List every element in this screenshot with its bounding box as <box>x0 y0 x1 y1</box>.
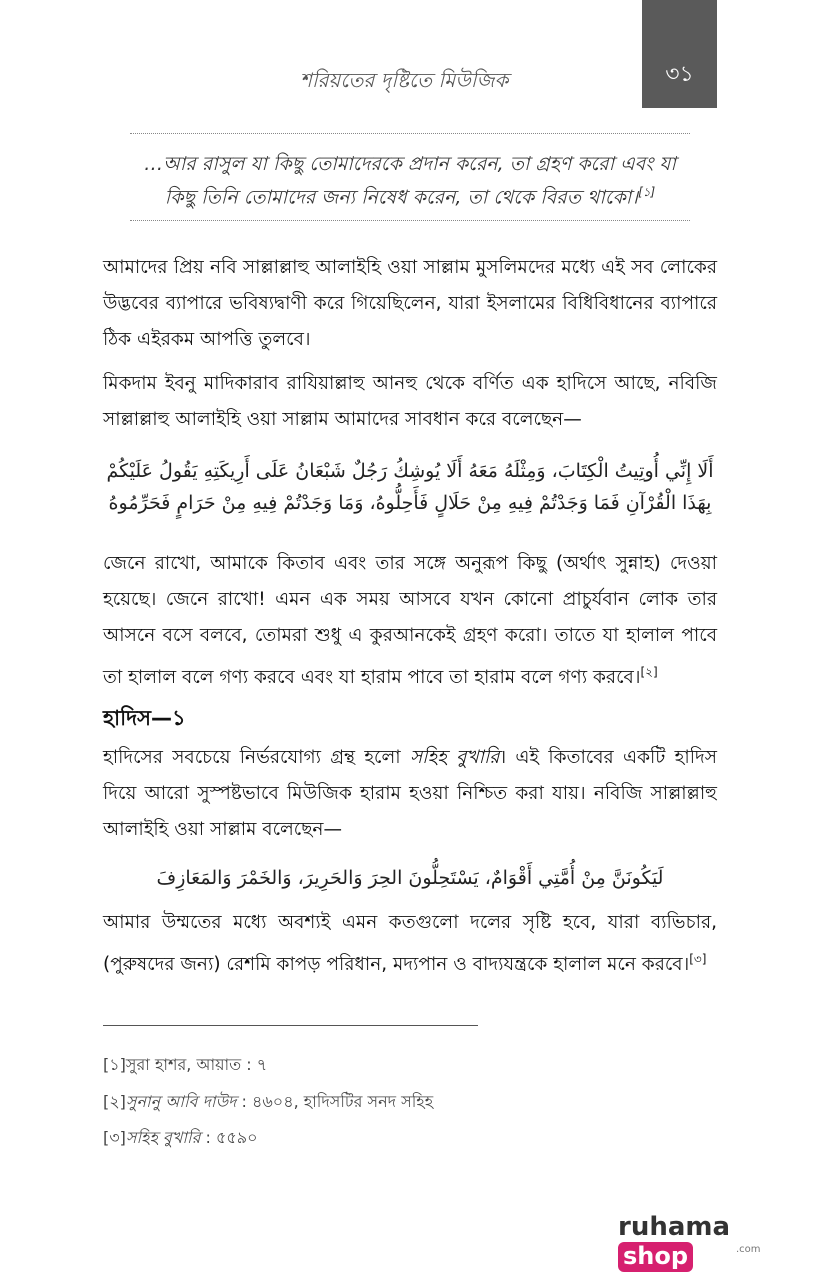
quote-footnote-ref[interactable]: [১] <box>638 185 656 199</box>
translation-2-text: আমার উম্মতের মধ্যে অবশ্যই এমন কতগুলো দলের সৃষ্টি হবে, যারা ব্যভিচার, (পুরুষদের জন্য) রেশমি কাপড় পরিধান, মদ্যপান ও বাদ্যযন্ত্রকে হালাল মনে করবে। <box>103 912 717 976</box>
logo-brand-text: ruhama <box>618 1212 731 1242</box>
footnote-2 <box>103 1089 433 1116</box>
footnote-3 <box>103 1125 258 1152</box>
footnote-ref-3[interactable]: [৩] <box>689 952 707 966</box>
footnote-2-book: সুনানু আবি দাউদ <box>125 1092 237 1111</box>
bukhari-text-a: হাদিসের সবচেয়ে নির্ভরযোগ্য গ্রন্থ হলো <box>103 747 410 768</box>
quote-line-1: …আর রাসুল যা কিছু তোমাদেরকে প্রদান করেন, তা গ্রহণ করো এবং যা <box>144 153 676 175</box>
quote-bottom-divider <box>130 220 690 221</box>
section-heading-hadith-1: হাদিস—১ <box>103 706 186 730</box>
footnote-ref-2[interactable]: [২] <box>640 665 658 679</box>
paragraph-translation-1 <box>103 546 717 696</box>
quote-top-divider <box>130 133 690 134</box>
footnote-3-text: : ৫৫৯০ <box>200 1128 258 1147</box>
running-title: শরিয়তের দৃষ্টিতে মিউজিক <box>300 68 509 92</box>
page-number: ৩১ <box>665 62 694 87</box>
footnote-3-book: সহিহ বুখারি <box>125 1128 201 1147</box>
bukhari-book-title: সহিহ বুখারি <box>409 747 500 768</box>
quran-quote <box>120 150 700 211</box>
translation-1-text: জেনে রাখো, আমাকে কিতাব এবং তার সঙ্গে অনুরূপ কিছু (অর্থাৎ সুন্নাহ) দেওয়া হয়েছে। জেনে রাখো! এমন এক সময় আসবে যখন কোনো প্রাচুর্যবান লোক তার আসনে বসে বলবে, তোমরা শুধু এ কুরআনকেই গ্রহণ করো। তাতে যা হালাল পাবে তা হালাল বলে গণ্য করবে এবং যা হারাম পাবে তা হারাম বলে গণ্য করবে। <box>103 553 717 689</box>
logo-shop-badge: shop <box>618 1242 693 1272</box>
footnote-1-text: সুরা হাশর, আয়াত : ৭ <box>125 1055 268 1074</box>
paragraph-bukhari <box>103 740 717 848</box>
paragraph-translation-2 <box>103 905 717 983</box>
logo-domain: .com <box>736 1244 761 1255</box>
footnote-1-number: [১] <box>103 1055 126 1074</box>
bukhari-text-b: । এই কিতাবের একটি হাদিস দিয়ে আরো সুস্পষ্টভাবে মিউজিক হারাম হওয়া নিশ্চিত করা যায়। নবিজি সাল্লাল্লাহু আলাইহি ওয়া সাল্লাম বলেছেন— <box>103 747 717 840</box>
arabic-hadith-2: لَيَكُونَنَّ مِنْ أُمَّتِي أَقْوَامٌ، يَسْتَحِلُّونَ الحِرَ وَالحَرِيرَ، وَالخَمْرَ وَالمَعَازِفَ <box>156 867 664 889</box>
footnote-2-text: : ৪৬০৪, হাদিসটির সনদ সহিহ <box>236 1092 434 1111</box>
footnote-2-number: [২] <box>103 1092 126 1111</box>
footnote-1 <box>103 1052 267 1079</box>
page-number-box <box>642 0 717 108</box>
paragraph-miqdam: মিকদাম ইবনু মাদিকারাব রাযিয়াল্লাহু আনহু থেকে বর্ণিত এক হাদিসে আছে, নবিজি সাল্লাল্লাহু আলাইহি ওয়া সাল্লাম আমাদের সাবধান করে বলেছেন— <box>103 373 717 430</box>
footnote-3-number: [৩] <box>103 1128 126 1147</box>
paragraph-prophecy: আমাদের প্রিয় নবি সাল্লাল্লাহু আলাইহি ওয়া সাল্লাম মুসলিমদের মধ্যে এই সব লোকের উদ্ভবের ব্যাপারে ভবিষ্যদ্বাণী করে গিয়েছিলেন, যারা ইসলামের বিধিবিধানের ব্যাপারে ঠিক এইরকম আপত্তি তুলবে। <box>103 257 717 350</box>
footnote-divider <box>103 1025 478 1026</box>
ruhamashop-logo <box>618 1212 778 1270</box>
arabic-hadith-1: أَلَا إِنِّي أُوتِيتُ الْكِتَابَ، وَمِثْلَهُ مَعَهُ أَلَا يُوشِكُ رَجُلٌ شَبْعَانُ عَلَى أَرِيكَتِهِ يَقُولُ عَلَيْكُمْ بِهَذَا الْقُرْآنِ فَمَا وَجَدْتُمْ فِيهِ مِنْ حَلَالٍ فَأَحِلُّوهُ، وَمَا وَجَدْتُمْ فِيهِ مِنْ حَرَامٍ فَحَرِّمُوهُ <box>106 460 714 514</box>
quote-line-2: কিছু তিনি তোমাদের জন্য নিষেধ করেন, তা থেকে বিরত থাকো। <box>164 186 639 209</box>
